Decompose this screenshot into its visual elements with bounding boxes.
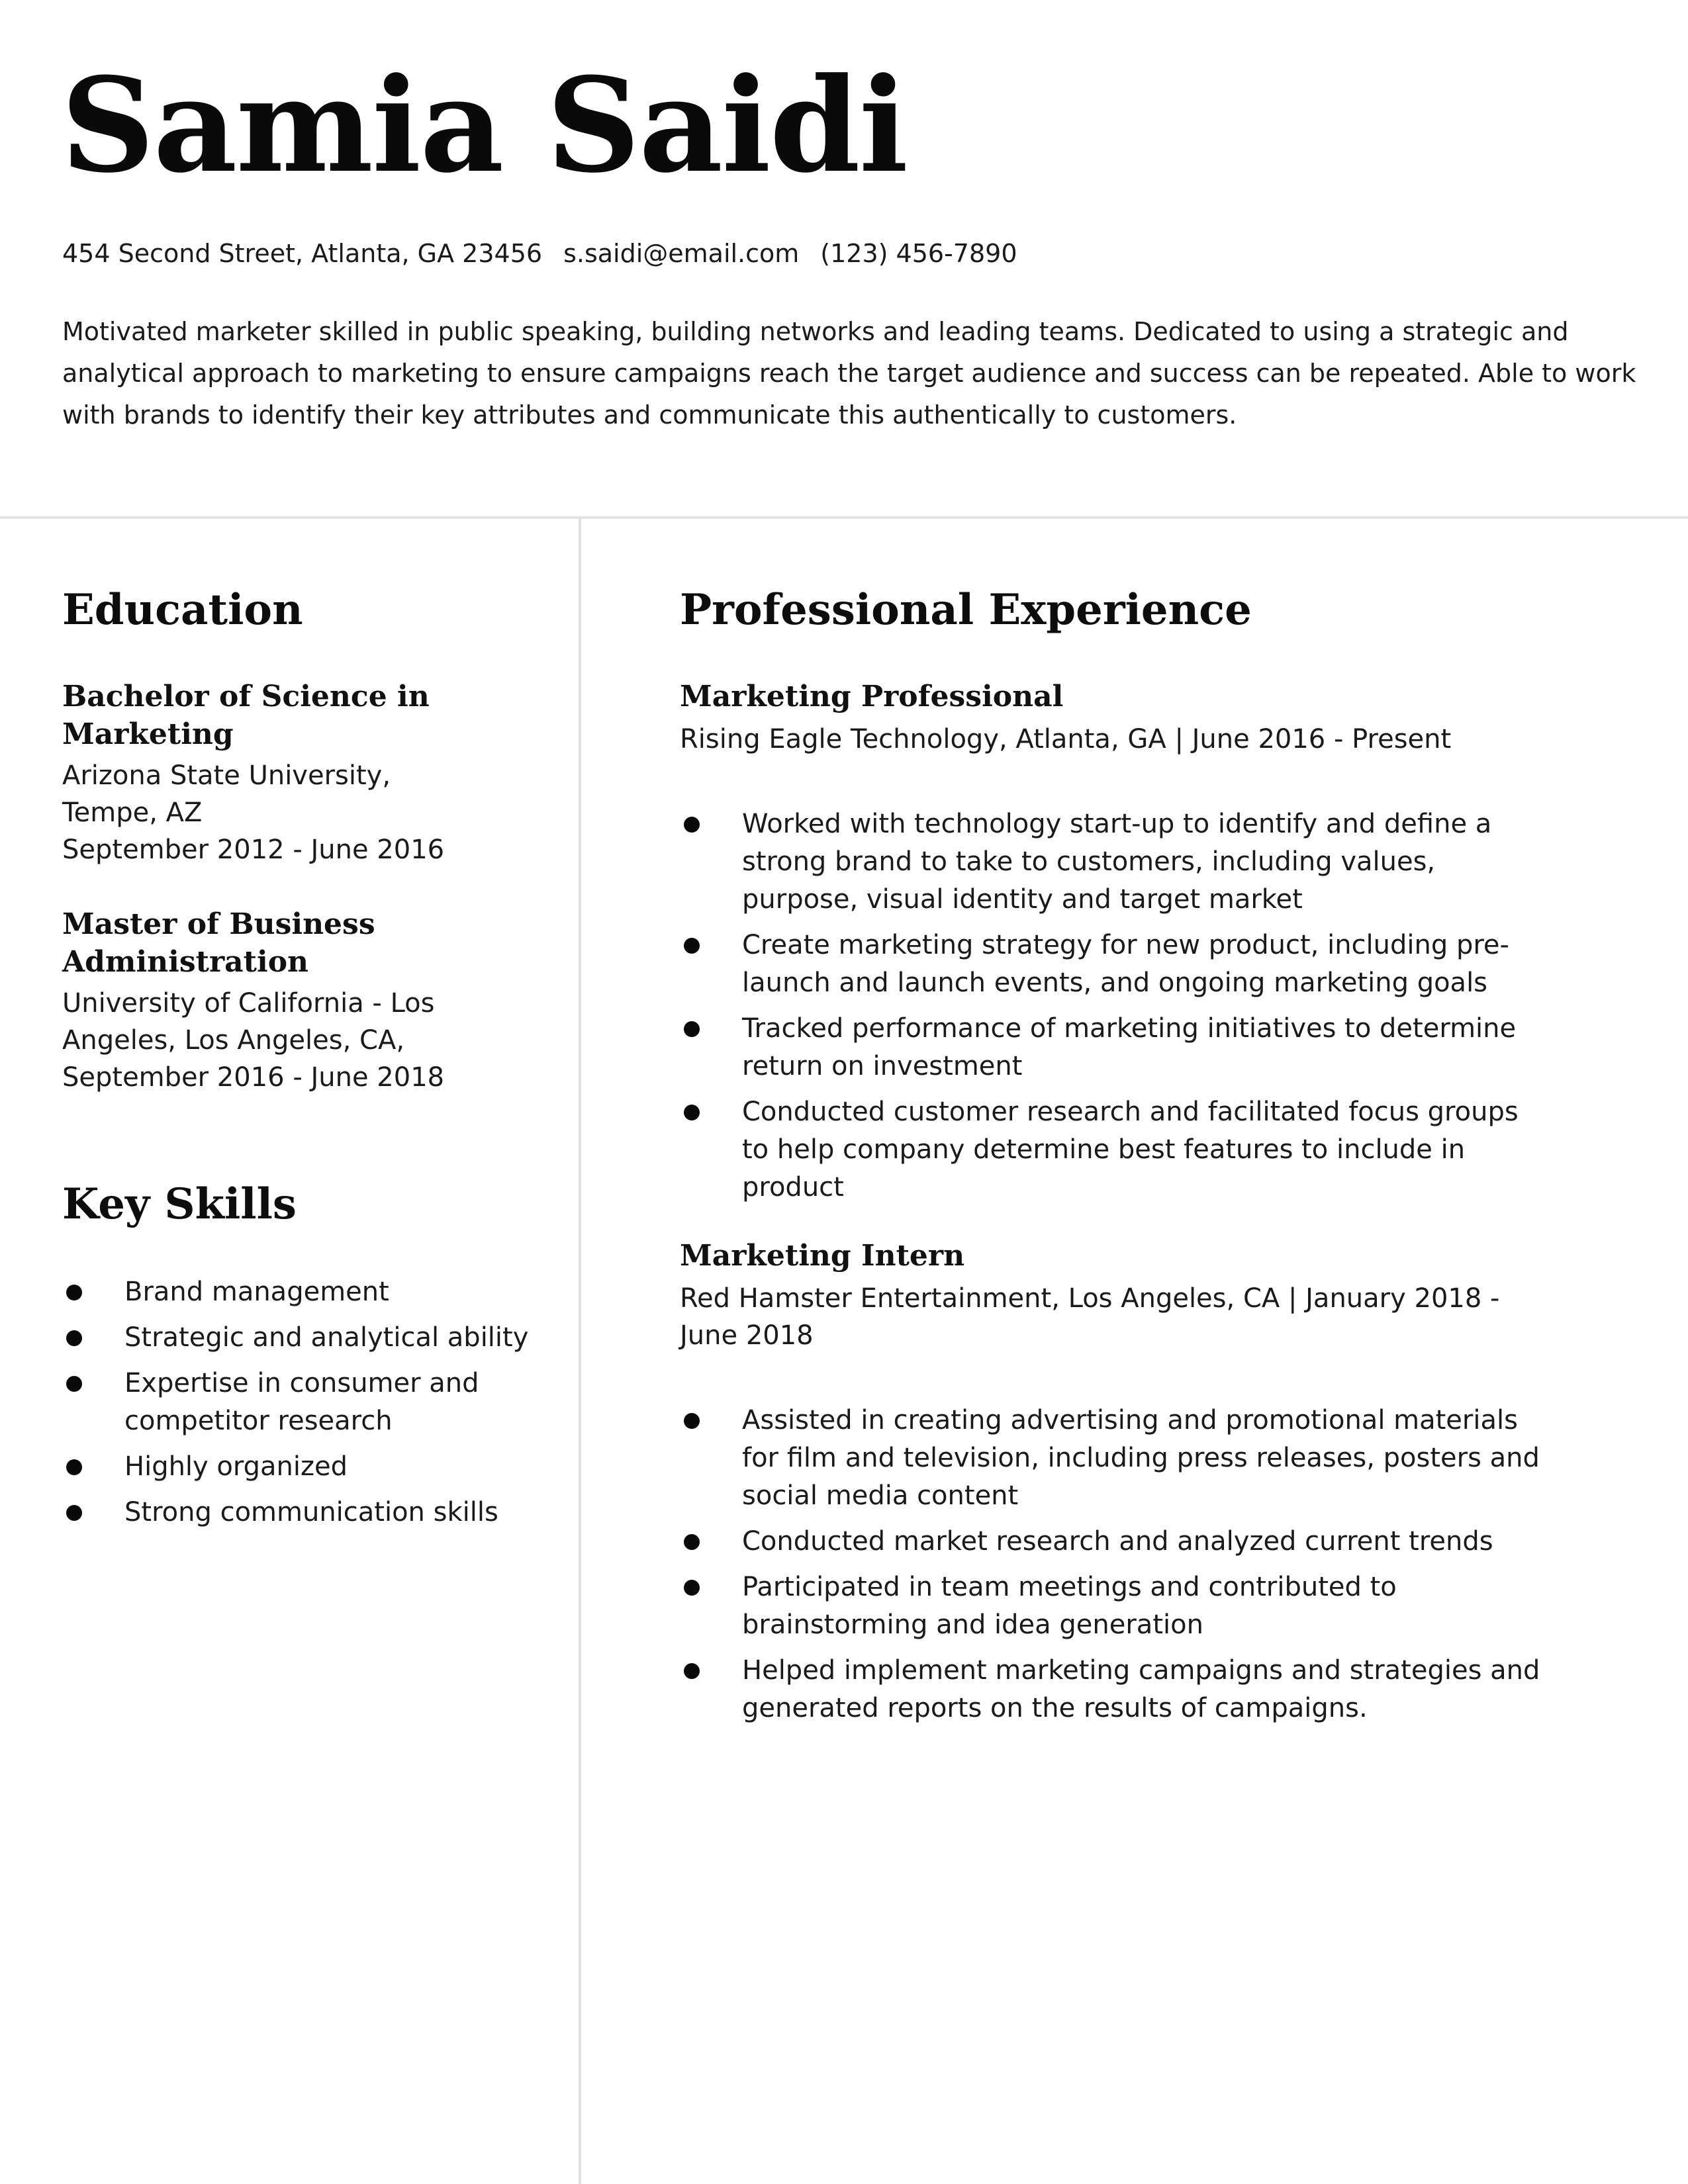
job-entry bbox=[680, 678, 1607, 1206]
summary: Motivated marketer skilled in public speaking, building networks and leading teams. Dedicated to using a strategic and analytical approach to marketing to ensure campaigns reach the target audience and success can be repeated. Able to work with brands to identify their key attributes and communicate this authentically to customers. bbox=[62, 317, 1636, 430]
school-location: Tempe, AZ bbox=[62, 797, 203, 828]
list-item: Worked with technology start-up to identify and define a strong brand to take to customers, including values, purpose, visual identity and target market bbox=[680, 805, 1540, 919]
job-bullets bbox=[680, 805, 1540, 1206]
job-meta: Red Hamster Entertainment, Los Angeles, CA | January 2018 - June 2018 bbox=[680, 1283, 1500, 1351]
education-entry bbox=[62, 905, 539, 1096]
bullet-icon bbox=[684, 1534, 700, 1550]
job-title: Marketing Intern bbox=[680, 1239, 965, 1273]
bullet-icon bbox=[684, 1021, 700, 1037]
job-bullets bbox=[680, 1402, 1540, 1727]
left-column bbox=[62, 582, 539, 1539]
education-dates: September 2016 - June 2018 bbox=[62, 1062, 445, 1093]
job-meta: Rising Eagle Technology, Atlanta, GA | June 2016 - Present bbox=[680, 724, 1452, 754]
bullet-icon bbox=[66, 1376, 82, 1392]
list-item: Tracked performance of marketing initiatives to determine return on investment bbox=[680, 1010, 1540, 1085]
header-divider bbox=[0, 516, 1688, 519]
right-column bbox=[680, 582, 1607, 1735]
list-item: Strong communication skills bbox=[62, 1494, 539, 1531]
bullet-icon bbox=[684, 1413, 700, 1429]
email: s.saidi@email.com bbox=[563, 239, 800, 268]
bullet-icon bbox=[66, 1285, 82, 1300]
education-heading: Education bbox=[62, 585, 303, 635]
job-entry bbox=[680, 1237, 1607, 1727]
phone: (123) 456-7890 bbox=[820, 239, 1017, 268]
list-item: Helped implement marketing campaigns and strategies and generated reports on the results of campaigns. bbox=[680, 1652, 1540, 1727]
bullet-icon bbox=[684, 1580, 700, 1596]
key-skills-heading: Key Skills bbox=[62, 1179, 297, 1229]
list-item: Highly organized bbox=[62, 1448, 539, 1486]
list-item: Brand management bbox=[62, 1273, 539, 1311]
school: Arizona State University, bbox=[62, 760, 391, 791]
address: 454 Second Street, Atlanta, GA 23456 bbox=[62, 239, 543, 268]
list-item: Assisted in creating advertising and promotional materials for film and television, including press releases, posters and social media content bbox=[680, 1402, 1540, 1515]
degree-title: Master of Business Administration bbox=[62, 907, 375, 979]
bullet-icon bbox=[684, 1663, 700, 1679]
education-entry bbox=[62, 678, 539, 868]
bullet-icon bbox=[66, 1330, 82, 1346]
degree-title: Bachelor of Science in Marketing bbox=[62, 680, 430, 751]
experience-heading: Professional Experience bbox=[680, 585, 1252, 635]
list-item: Conducted customer research and facilitated focus groups to help company determine best features to include in product bbox=[680, 1093, 1540, 1206]
list-item: Create marketing strategy for new product, including pre-launch and launch events, and ongoing marketing goals bbox=[680, 927, 1540, 1002]
bullet-icon bbox=[66, 1459, 82, 1475]
column-divider bbox=[579, 518, 581, 2184]
school: University of California - Los Angeles, Los Angeles, CA, bbox=[62, 988, 435, 1056]
bullet-icon bbox=[684, 938, 700, 954]
job-title: Marketing Professional bbox=[680, 680, 1064, 713]
list-item: Conducted market research and analyzed current trends bbox=[680, 1523, 1540, 1561]
list-item: Expertise in consumer and competitor research bbox=[62, 1365, 482, 1440]
bullet-icon bbox=[684, 1105, 700, 1120]
candidate-name: Samia Saidi bbox=[61, 50, 908, 202]
bullet-icon bbox=[684, 817, 700, 833]
list-item: Strategic and analytical ability bbox=[62, 1319, 539, 1357]
skills-list bbox=[62, 1273, 539, 1531]
bullet-icon bbox=[66, 1505, 82, 1521]
education-dates: September 2012 - June 2016 bbox=[62, 835, 445, 865]
contact-line bbox=[62, 235, 1039, 272]
list-item: Participated in team meetings and contributed to brainstorming and idea generation bbox=[680, 1569, 1540, 1644]
